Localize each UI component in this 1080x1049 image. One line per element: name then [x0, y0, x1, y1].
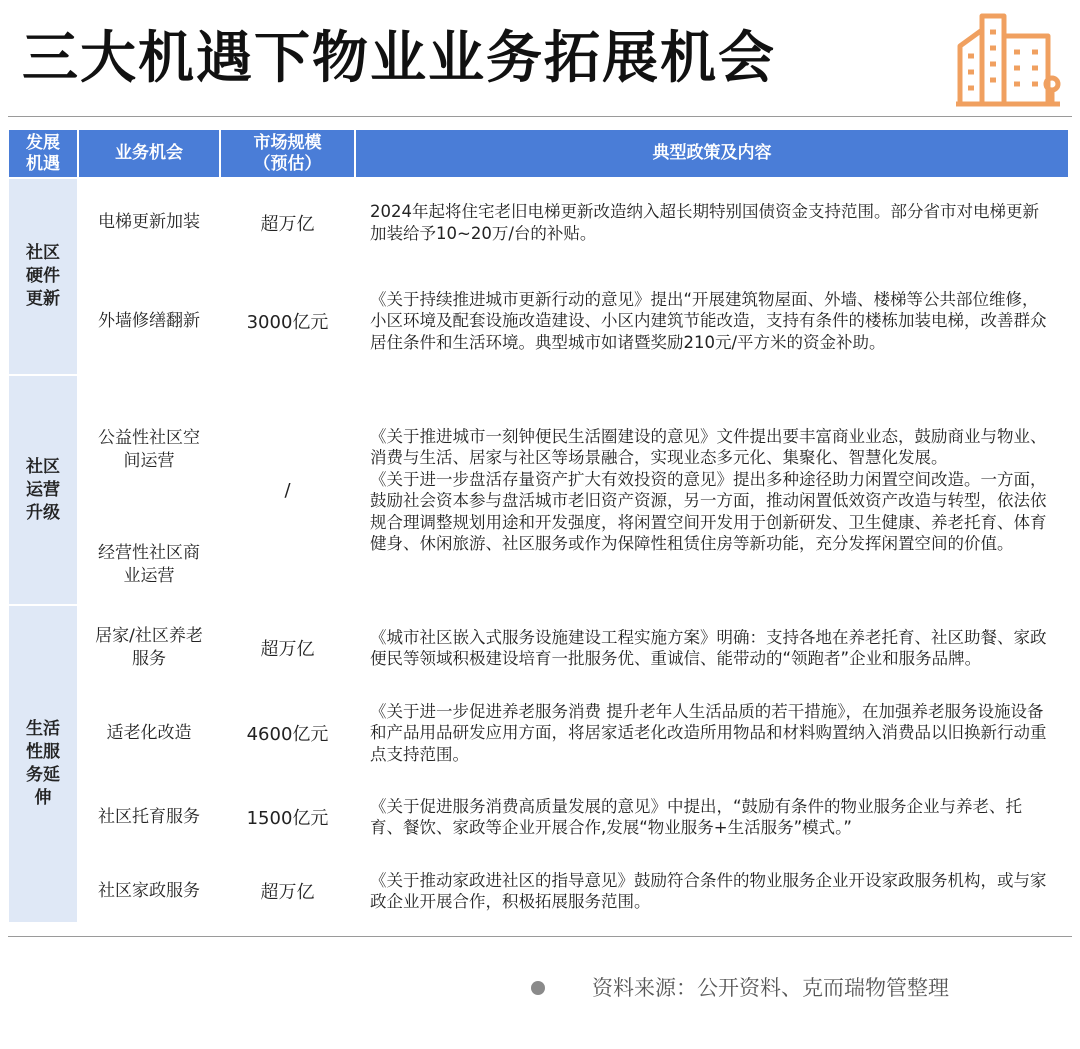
policy-operation-1: 《关于推进城市一刻钟便民生活圈建设的意见》文件提出要丰富商业业态，鼓励商业与物业、消费与生活、居家与社区等场景融合，实现业态多元化、集聚化、智慧化发展。: [370, 426, 1047, 467]
policy-elevator: 2024年起将住宅老旧电梯更新改造纳入超长期特别国债资金支持范围。部分省市对电梯更新加装给予10~20万/台的补贴。: [356, 179, 1068, 266]
market-elderly-care: 超万亿: [221, 606, 354, 690]
business-facade: 外墙修缮翻新: [79, 268, 219, 374]
business-aging-retrofit: 适老化改造: [79, 692, 219, 774]
policy-operation-2: 《关于进一步盘活存量资产扩大有效投资的意见》提出多种途径助力闲置空间改造。一方面，鼓励社会资本参与盘活城市老旧资产资源，另一方面，推动闲置低效资产改造与转型，依法依规合理调整规划用途和开发强度，将闲置空间开发用于创新研发、卫生健康、养老托育、体育健身、休闲旅游、社区服务或作为保障性租赁住房等新功能，充分发挥闲置空间的价值。: [370, 469, 1047, 553]
policy-aging-retrofit: 《关于进一步促进养老服务消费 提升老年人生活品质的若干措施》，在加强养老服务设施设备和产品用品研发应用方面，将居家适老化改造所用物品和材料购置纳入消费品以旧换新行动重点支持范围。: [356, 692, 1068, 774]
header-market: 市场规模（预估）: [221, 130, 354, 177]
footer-bullet-icon: [531, 981, 545, 995]
policy-childcare: 《关于促进服务消费高质量发展的意见》中提出，“鼓励有条件的物业服务企业与养老、托育、餐饮、家政等企业开展合作,发展“物业服务+生活服务”模式。”: [356, 776, 1068, 858]
market-aging-retrofit: 4600亿元: [221, 692, 354, 774]
market-facade: 3000亿元: [221, 268, 354, 374]
policy-housekeeping: 《关于推动家政进社区的指导意见》鼓励符合条件的物业服务企业开设家政服务机构，或与家政企业开展合作，积极拓展服务范围。: [356, 860, 1068, 922]
header-opportunity: 发展机遇: [9, 130, 77, 177]
market-housekeeping: 超万亿: [221, 860, 354, 922]
business-commercial: 经营性社区商业运营: [79, 525, 219, 604]
policy-elderly-care: 《城市社区嵌入式服务设施建设工程实施方案》明确：支持各地在养老托育、社区助餐、家政便民等领域积极建设培育一批服务优、重诚信、能带动的“领跑者”企业和服务品牌。: [356, 606, 1068, 690]
business-childcare: 社区托育服务: [79, 776, 219, 858]
title-divider: [8, 116, 1072, 117]
market-childcare: 1500亿元: [221, 776, 354, 858]
city-buildings-icon: [952, 6, 1064, 110]
market-operation: /: [221, 376, 354, 604]
market-elevator: 超万亿: [221, 179, 354, 266]
source-note: 资料来源：公开资料、克而瑞物管整理: [592, 976, 949, 1000]
group-life-service: 生活性服务延伸: [9, 606, 77, 922]
table-bottom-divider: [8, 936, 1072, 937]
business-housekeeping: 社区家政服务: [79, 860, 219, 922]
business-public-space: 公益性社区空间运营: [79, 376, 219, 523]
business-elevator: 电梯更新加装: [79, 179, 219, 266]
policy-operation: [356, 376, 1068, 604]
policy-facade: 《关于持续推进城市更新行动的意见》提出“开展建筑物屋面、外墙、楼梯等公共部位维修，小区环境及配套设施改造建设、小区内建筑节能改造，支持有条件的楼栋加装电梯，改善群众居住条件和生活环境。典型城市如诸暨奖励210元/平方米的资金补助。: [356, 268, 1068, 374]
group-hardware-update: 社区硬件更新: [9, 179, 77, 374]
header-policy: 典型政策及内容: [356, 130, 1068, 177]
header-business: 业务机会: [79, 130, 219, 177]
business-elderly-care: 居家/社区养老服务: [79, 606, 219, 690]
page-title: 三大机遇下物业业务拓展机会: [22, 26, 776, 91]
group-operation-upgrade: 社区运营升级: [9, 376, 77, 604]
